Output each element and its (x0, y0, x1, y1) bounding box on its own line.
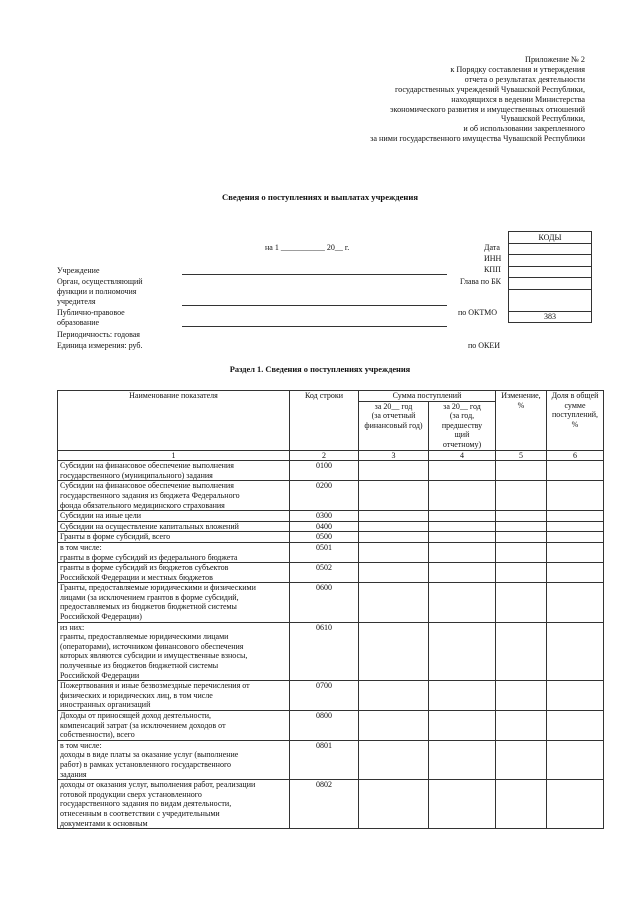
code-kpp-cell[interactable] (509, 266, 592, 278)
value-reporting-year-cell[interactable] (359, 481, 429, 511)
value-previous-year-cell[interactable] (429, 563, 496, 583)
row-name: Субсидии на осуществление капитальных вложений (58, 521, 290, 532)
table-row (58, 681, 604, 711)
ppo-label: образование (57, 318, 100, 327)
change-cell[interactable] (496, 583, 547, 622)
row-code: 0300 (290, 511, 359, 522)
value-previous-year-cell[interactable] (429, 532, 496, 543)
report-date-line: на 1 ___________ 20__ г. (265, 243, 350, 252)
ppo-label: Публично-правовое (57, 308, 125, 317)
header-change: Изменение, % (496, 391, 547, 451)
table-row (58, 711, 604, 741)
header-previous-year: за 20__ год (за год, предшеству щий отчетному) (429, 401, 496, 450)
row-code: 0802 (290, 780, 359, 829)
share-cell[interactable] (547, 563, 604, 583)
change-cell[interactable] (496, 780, 547, 829)
header-name: Наименование показателя (58, 391, 290, 451)
share-cell[interactable] (547, 583, 604, 622)
change-cell[interactable] (496, 481, 547, 511)
code-bk-cell[interactable] (509, 278, 592, 290)
oktmo-code-label: по ОКТМО (458, 308, 498, 317)
codes-table (508, 231, 592, 323)
table-row (58, 622, 604, 681)
form-title: Сведения о поступлениях и выплатах учреждения (222, 192, 418, 202)
table-body (58, 461, 604, 829)
row-name: Пожертвования и иные безвозмездные перечисления от физических и юридических лиц, в том числе иностранных организаций (58, 681, 290, 711)
value-reporting-year-cell[interactable] (359, 511, 429, 522)
share-cell[interactable] (547, 740, 604, 779)
row-code: 0200 (290, 481, 359, 511)
table-row (58, 583, 604, 622)
header-sum: Сумма поступлений (359, 391, 496, 402)
change-cell[interactable] (496, 740, 547, 779)
row-name: Гранты в форме субсидий, всего (58, 532, 290, 543)
row-name: доходы от оказания услуг, выполнения работ, реализации готовой продукции сверх установленного государственного задания по видам деятельности, отнесенным в соответствии с учредительными документами к основным (58, 780, 290, 829)
code-okei-cell: 383 (509, 311, 592, 323)
row-name: Доходы от приносящей доход деятельности, компенсаций затрат (за исключением доходов от собственности), всего (58, 711, 290, 741)
share-cell[interactable] (547, 711, 604, 741)
organ-label: Орган, осуществляющий (57, 277, 143, 286)
value-previous-year-cell[interactable] (429, 511, 496, 522)
header-line: отчета о результатах деятельности (464, 74, 585, 84)
header-line: и об использовании закрепленного (463, 124, 585, 134)
header-line: к Порядку составления и утверждения (450, 64, 585, 74)
row-code: 0400 (290, 521, 359, 532)
value-reporting-year-cell[interactable] (359, 461, 429, 481)
value-reporting-year-cell[interactable] (359, 583, 429, 622)
table-row (58, 780, 604, 829)
value-previous-year-cell[interactable] (429, 461, 496, 481)
date-code-label: Дата (484, 243, 500, 252)
table-row (58, 481, 604, 511)
header-line: государственных учреждений Чувашской Республики, (394, 84, 585, 94)
code-inn-cell[interactable] (509, 255, 592, 267)
code-oktmo-cell[interactable] (509, 289, 592, 311)
row-code: 0800 (290, 711, 359, 741)
value-reporting-year-cell[interactable] (359, 681, 429, 711)
receipts-table (57, 390, 604, 829)
value-previous-year-cell[interactable] (429, 711, 496, 741)
change-cell[interactable] (496, 461, 547, 481)
value-reporting-year-cell[interactable] (359, 542, 429, 562)
institution-label: Учреждение (57, 266, 100, 275)
value-previous-year-cell[interactable] (429, 481, 496, 511)
share-cell[interactable] (547, 521, 604, 532)
row-name: Субсидии на иные цели (58, 511, 290, 522)
change-cell[interactable] (496, 711, 547, 741)
row-name: Субсидии на финансовое обеспечение выполнения государственного (муниципального) задания (58, 461, 290, 481)
header-reporting-year: за 20__ год (за отчетный финансовый год) (359, 401, 429, 450)
row-code: 0501 (290, 542, 359, 562)
ppo-line[interactable] (182, 326, 447, 327)
institution-line[interactable] (182, 274, 447, 275)
table-row (58, 532, 604, 543)
value-reporting-year-cell[interactable] (359, 563, 429, 583)
row-name: из них: гранты, предоставляемые юридическими лицами (операторами), источником финансового обеспечения которых являются субсидии и имущественные взносы, полученные из бюджетов бюджетной системы Российской Федерации (58, 622, 290, 681)
row-code: 0600 (290, 583, 359, 622)
row-code: 0500 (290, 532, 359, 543)
share-cell[interactable] (547, 532, 604, 543)
value-reporting-year-cell[interactable] (359, 740, 429, 779)
bk-code-label: Глава по БК (460, 277, 501, 286)
change-cell[interactable] (496, 622, 547, 681)
row-code: 0100 (290, 461, 359, 481)
value-previous-year-cell[interactable] (429, 622, 496, 681)
change-cell[interactable] (496, 681, 547, 711)
header-code: Код строки (290, 391, 359, 451)
periodicity-label: Периодичность: годовая (57, 330, 140, 339)
header-line: находящихся в ведении Министерства (451, 94, 585, 104)
value-reporting-year-cell[interactable] (359, 711, 429, 741)
row-name: Субсидии на финансовое обеспечение выполнения государственного задания из бюджета Федерального фонда обязательного медицинского страхования (58, 481, 290, 511)
row-code: 0801 (290, 740, 359, 779)
unit-label: Единица измерения: руб. (57, 341, 143, 350)
change-cell[interactable] (496, 563, 547, 583)
okei-code-label: по ОКЕИ (468, 341, 501, 350)
value-previous-year-cell[interactable] (429, 780, 496, 829)
table-row (58, 740, 604, 779)
share-cell[interactable] (547, 511, 604, 522)
section-title: Раздел 1. Сведения о поступлениях учреждения (229, 365, 411, 374)
row-code: 0502 (290, 563, 359, 583)
row-name: гранты в форме субсидий из бюджетов субъектов Российской Федерации и местных бюджетов (58, 563, 290, 583)
table-row (58, 521, 604, 532)
header-line: Чувашской Республики, (501, 114, 585, 124)
row-code: 0700 (290, 681, 359, 711)
organ-line[interactable] (182, 305, 447, 306)
share-cell[interactable] (547, 481, 604, 511)
table-row (58, 511, 604, 522)
value-previous-year-cell[interactable] (429, 521, 496, 532)
table-row (58, 563, 604, 583)
header-share: Доля в общей сумме поступлений, % (547, 391, 604, 451)
table-row (58, 542, 604, 562)
row-name: Гранты, предоставляемые юридическими и физическими лицами (за исключением грантов в форме субсидий, предоставляемых из бюджетов бюджетной системы Российской Федерации) (58, 583, 290, 622)
approval-header (305, 55, 585, 144)
row-name: в том числе: гранты в форме субсидий из федерального бюджета (58, 542, 290, 562)
organ-label: учредителя (57, 297, 96, 306)
share-cell[interactable] (547, 622, 604, 681)
value-reporting-year-cell[interactable] (359, 780, 429, 829)
table-row (58, 461, 604, 481)
organ-label: функции и полномочия (57, 287, 137, 296)
share-cell[interactable] (547, 542, 604, 562)
change-cell[interactable] (496, 542, 547, 562)
code-date-cell[interactable] (509, 243, 592, 255)
value-reporting-year-cell[interactable] (359, 532, 429, 543)
kpp-code-label: КПП (484, 265, 501, 274)
share-cell[interactable] (547, 681, 604, 711)
value-previous-year-cell[interactable] (429, 542, 496, 562)
row-code: 0610 (290, 622, 359, 681)
header-line: экономического развития и имущественных отношений (390, 104, 585, 114)
value-previous-year-cell[interactable] (429, 681, 496, 711)
row-name: в том числе: доходы в виде платы за оказание услуг (выполнение работ) в рамках установленного государственного задания (58, 740, 290, 779)
share-cell[interactable] (547, 780, 604, 829)
change-cell[interactable] (496, 532, 547, 543)
value-reporting-year-cell[interactable] (359, 622, 429, 681)
inn-code-label: ИНН (484, 254, 502, 263)
value-previous-year-cell[interactable] (429, 583, 496, 622)
header-line: за ними государственного имущества Чувашской Республики (370, 134, 585, 144)
header-line: Приложение № 2 (525, 55, 585, 64)
codes-header: КОДЫ (509, 232, 592, 244)
column-number-row: 1 2 3 4 5 6 (58, 450, 604, 461)
value-reporting-year-cell[interactable] (359, 521, 429, 532)
share-cell[interactable] (547, 461, 604, 481)
value-previous-year-cell[interactable] (429, 740, 496, 779)
change-cell[interactable] (496, 511, 547, 522)
change-cell[interactable] (496, 521, 547, 532)
